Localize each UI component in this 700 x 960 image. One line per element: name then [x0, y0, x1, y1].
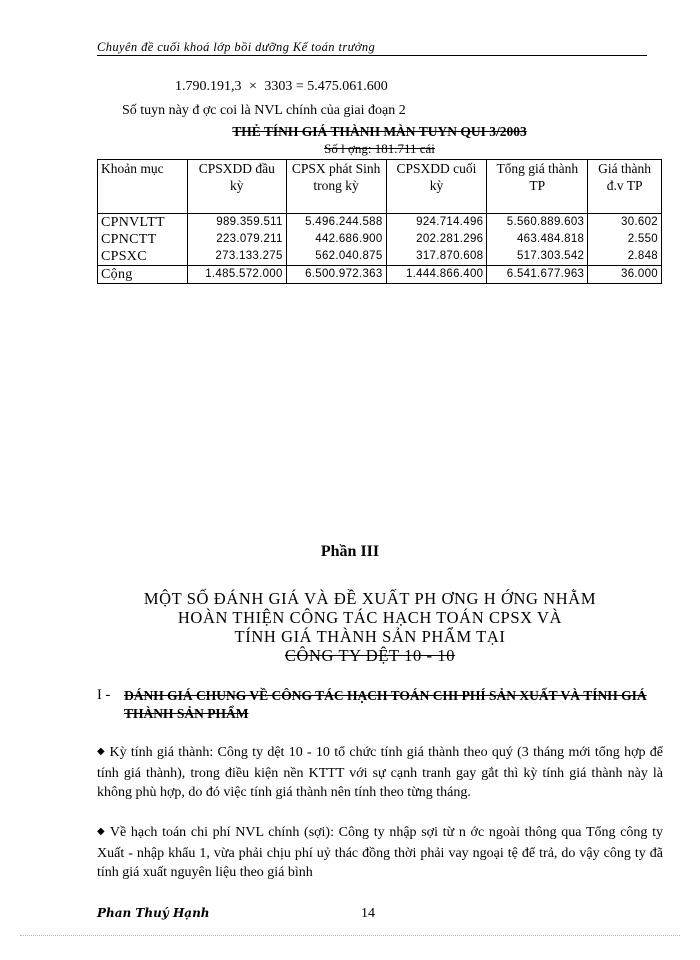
multiply-sign: × [249, 79, 257, 94]
section-number: I - [97, 687, 111, 703]
table-cell: 223.079.211 [187, 231, 286, 248]
row-label: CPNCTT [98, 231, 188, 248]
formula-right: 3303 = 5.475.061.600 [264, 79, 388, 94]
total-cell: 6.541.677.963 [487, 266, 588, 284]
total-cell: 1.444.866.400 [386, 266, 487, 284]
table-title: THẺ TÍNH GIÁ THÀNH MÀN TUYN QUI 3/2003 [232, 124, 527, 139]
diamond-bullet-icon: ◆ [97, 826, 106, 837]
diamond-bullet-icon: ◆ [97, 746, 106, 757]
cost-table [97, 159, 662, 284]
table-cell: 442.686.900 [286, 231, 386, 248]
table-header-row [98, 160, 662, 214]
total-label: Cộng [98, 266, 188, 284]
header-cell: Khoản mục [98, 160, 188, 214]
part-title: Phần III [320, 543, 380, 560]
total-cell: 6.500.972.363 [286, 266, 386, 284]
table-cell: 273.133.275 [187, 248, 286, 266]
intro-sentence: Số tuyn này đ ợc coi là NVL chính của giai đoạn 2 [122, 103, 406, 118]
table-row [98, 248, 662, 266]
table-cell: 924.714.496 [386, 214, 487, 232]
footer-divider [20, 935, 680, 936]
page-number: 14 [361, 906, 375, 921]
table-cell: 562.040.875 [286, 248, 386, 266]
header-cell: CPSXDD đầu kỳ [187, 160, 286, 214]
table-cell: 2.848 [588, 248, 662, 266]
header-cell: Tổng giá thành TP [487, 160, 588, 214]
paragraph-text: Kỳ tính giá thành: Công ty dệt 10 - 10 tổ chức tính giá thành theo quý (3 tháng mới tổng hợp để tính giá thành), trong điều kiện nền KTTT với sự cạnh tranh gay gắt thì kỳ tính giá thành này là không phù hợp, do đó việc tính giá thành nên tính theo từng tháng. [97, 745, 663, 800]
paragraph-text: Về hạch toán chi phí NVL chính (sợi): Công ty nhập sợi từ n ớc ngoài thông qua Tổng công ty Xuất - nhập khẩu 1, vừa phải chịu phí uỷ thác đồng thời phải vay ngoại tệ để trả, do vậy công ty đã tính giá xuất nguyên liệu theo giá bình [97, 825, 664, 880]
table-cell: 517.303.542 [487, 248, 588, 266]
main-heading-line: MỘT SỐ ĐÁNH GIÁ VÀ ĐỀ XUẤT PH ƠNG H ỚNG NHẰM [143, 589, 597, 608]
total-cell: 1.485.572.000 [187, 266, 286, 284]
row-label: CPSXC [98, 248, 188, 266]
table-cell: 2.550 [588, 231, 662, 248]
paragraph [97, 743, 663, 803]
header-cell: CPSXDD cuối kỳ [386, 160, 487, 214]
table-cell: 463.484.818 [487, 231, 588, 248]
footer-author: Phan Thuý Hạnh [97, 906, 210, 920]
table-cell: 5.496.244.588 [286, 214, 386, 232]
header-cell: CPSX phát Sinh trong kỳ [286, 160, 386, 214]
table-cell: 30.602 [588, 214, 662, 232]
main-heading-company: CÔNG TY DỆT 10 - 10 [284, 646, 456, 665]
main-heading-line: TÍNH GIÁ THÀNH SẢN PHẨM TẠI [234, 627, 506, 646]
table-cell: 317.870.608 [386, 248, 487, 266]
section-title: ĐÁNH GIÁ CHUNG VỀ CÔNG TÁC HẠCH TOÁN CHI PHÍ SẢN XUẤT VÀ TÍNH GIÁ THÀNH SẢN PHẨM [124, 688, 647, 721]
table-row [98, 214, 662, 232]
row-label: CPNVLTT [98, 214, 188, 232]
formula-left: 1.790.191,3 [175, 79, 242, 94]
formula-line [175, 79, 388, 95]
header-cell: Giá thành đ.v TP [588, 160, 662, 214]
table-cell: 5.560.889.603 [487, 214, 588, 232]
table-row [98, 231, 662, 248]
paragraph [97, 823, 663, 883]
table-total-row [98, 266, 662, 284]
table-cell: 202.281.296 [386, 231, 487, 248]
header-divider [97, 55, 647, 56]
main-heading [60, 589, 680, 665]
table-subtitle: Số l ợng: 181.711 cái [324, 141, 435, 156]
total-cell: 36.000 [588, 266, 662, 284]
page-header: Chuyên đề cuối khoá lớp bồi dưỡng Kế toán trưởng [97, 40, 376, 54]
table-cell: 989.359.511 [187, 214, 286, 232]
main-heading-line: HOÀN THIỆN CÔNG TÁC HẠCH TOÁN CPSX VÀ [177, 608, 563, 627]
